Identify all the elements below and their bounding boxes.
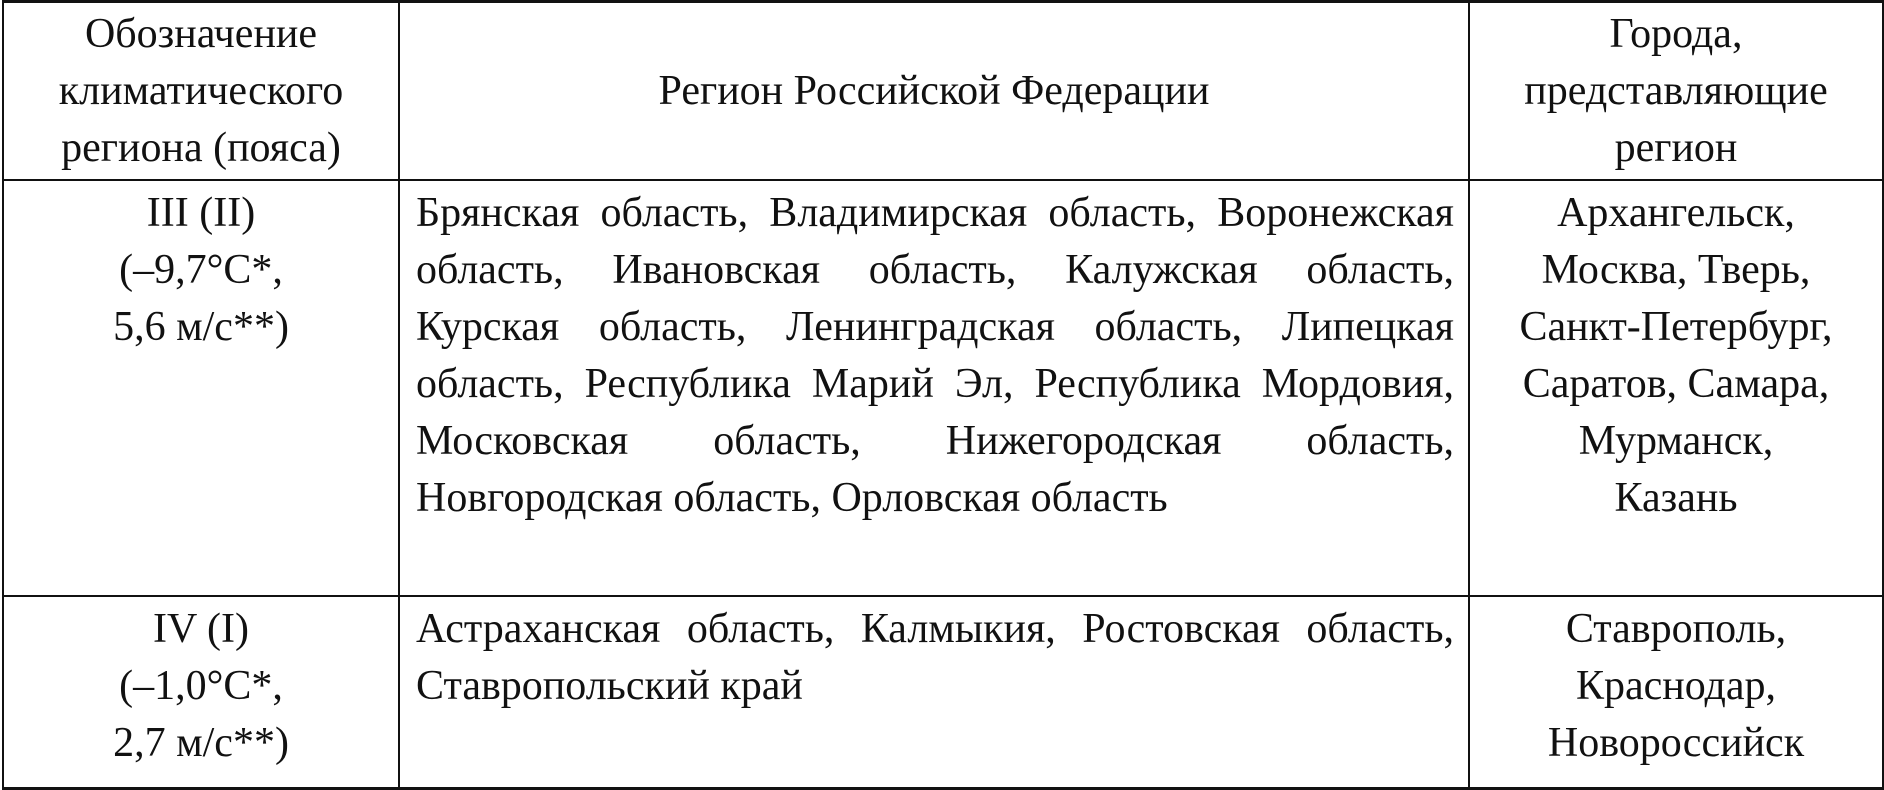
header-cities [1469, 2, 1883, 181]
regions-cell [399, 180, 1469, 596]
table-header-row [3, 2, 1883, 181]
zone-line: IV (I) [152, 606, 250, 652]
city-line: Мурманск, [1578, 418, 1774, 464]
header-cities-line: представляющие [1524, 67, 1828, 114]
city-line: Саратов, Самара, [1522, 361, 1830, 407]
header-zone-line: климатического [58, 67, 344, 114]
city-line: Новороссийск [1547, 720, 1805, 766]
cities-cell [1469, 180, 1883, 596]
zone-cell [3, 596, 399, 789]
city-line: Архангельск, [1557, 190, 1795, 236]
climate-regions-table [2, 0, 1884, 790]
regions-cell [399, 596, 1469, 789]
header-zone-line: Обозначение [84, 10, 318, 57]
header-cities-line: регион [1614, 124, 1738, 171]
city-line: Москва, Тверь, [1541, 247, 1811, 293]
zone-cell [3, 180, 399, 596]
city-line: Ставрополь, [1565, 606, 1787, 652]
cities-cell [1469, 596, 1883, 789]
regions-text: Астраханская область, Калмыкия, Ростовская область, Ставропольский край [416, 606, 1454, 709]
city-line: Казань [1614, 475, 1738, 521]
regions-text: Брянская область, Владимирская область, Воронежская область, Ивановская область, Калужская область, Курская область, Ленинградская область, Липецкая область, Республика Марий Эл, Республика Мордовия, Московская область, Нижегородская область, Новгородская область, Орловская область [416, 190, 1454, 521]
zone-line: (–9,7°С*, [119, 247, 283, 293]
zone-line: III (II) [146, 190, 256, 236]
city-line: Санкт-Петербург, [1519, 304, 1833, 350]
header-region-label: Регион Российской Федерации [658, 67, 1210, 114]
header-cities-line: Города, [1609, 10, 1743, 57]
zone-line: (–1,0°С*, [119, 663, 283, 709]
table-row [3, 596, 1883, 789]
header-zone-line: региона (пояса) [61, 124, 341, 171]
city-line: Краснодар, [1575, 663, 1777, 709]
header-region [399, 2, 1469, 181]
zone-line: 5,6 м/с**) [113, 304, 289, 350]
zone-line: 2,7 м/с**) [113, 720, 289, 766]
table-row [3, 180, 1883, 596]
header-zone [3, 2, 399, 181]
